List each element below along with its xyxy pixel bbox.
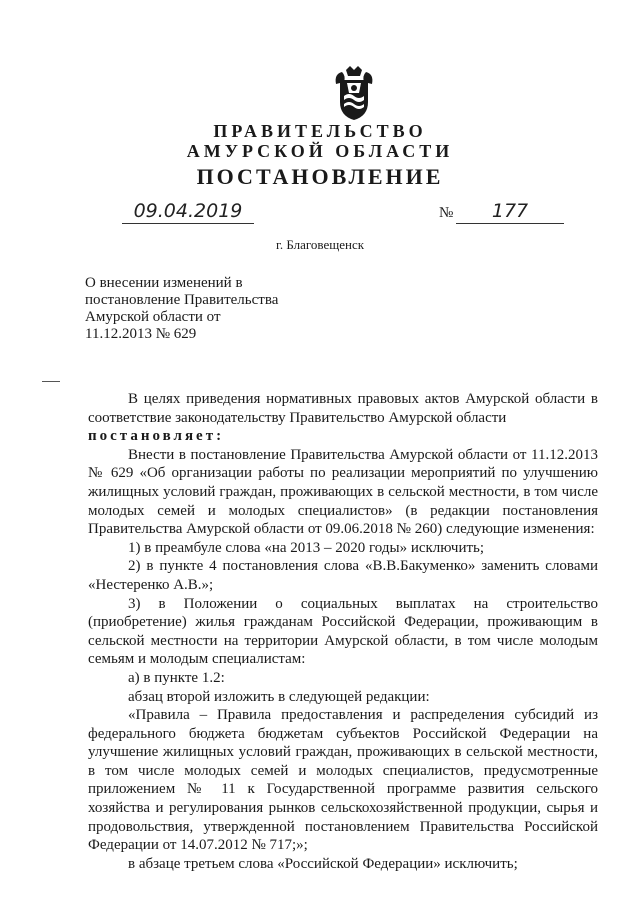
decree-word: постановляет: [88,428,225,445]
paragraph: 2) в пункте 4 постановления слова «В.В.Бакуменко» заменить словами «Нестеренко А.В.»; [88,558,598,593]
paragraph: а) в пункте 1.2: [128,669,225,686]
margin-mark [42,381,60,382]
number-label: № [439,205,454,221]
subject-line: 11.12.2013 № 629 [85,326,197,342]
paragraph: абзац второй изложить в следующей редакции: [128,688,430,705]
document-type-title: ПОСТАНОВЛЕНИЕ [196,164,444,189]
subject-line: постановление Правительства [85,292,279,308]
intro-paragraph: В целях приведения нормативных правовых актов Амурской области в соответствие законодательству Правительство Амурской области [88,391,598,426]
region-title: АМУРСКОЙ ОБЛАСТИ [186,141,454,161]
document-number: 177 [456,200,564,224]
paragraph: в абзаце третьем слова «Российской Федерации» исключить; [128,855,518,872]
document-body [88,390,598,873]
coat-of-arms-icon [330,66,378,122]
city-name: г. Благовещенск [275,237,365,252]
document-subject [85,275,345,343]
paragraph: «Правила – Правила предоставления и распределения субсидий из федерального бюджета бюджетам субъектов Российской Федерации на улучшение жилищных условий граждан, проживающих в сельской местности, в том числе молодых семей и молодых специалистов, предусмотренные приложением № 11 к Государственной программе развития сельского хозяйства и регулирования рынков сельскохозяйственной продукции, сырья и продовольствия, утвержденной постановлением Правительства Российской Федерации от 14.07.2012 № 717;»; [88,707,598,854]
document-date: 09.04.2019 [122,200,254,224]
subject-line: О внесении изменений в [85,275,243,291]
subject-line: Амурской области от [85,309,221,325]
paragraph: 3) в Положении о социальных выплатах на строительство (приобретение) жилья гражданам Российской Федерации, проживающим в сельской местности на территории Амурской области, в том числе молодым семьям и молодым специалистам: [88,595,598,668]
paragraph: 1) в преамбуле слова «на 2013 – 2020 годы» исключить; [128,539,485,556]
government-title: ПРАВИТЕЛЬСТВО [213,121,427,141]
paragraph: Внести в постановление Правительства Амурской области от 11.12.2013 № 629 «Об организации работы по реализации мероприятий по улучшению жилищных условий граждан, проживающих в сельской местности, в том числе молодых семей и молодых специалистов» (в редакции постановления Правительства Амурской области от 09.06.2018 № 260) следующие изменения: [88,446,598,538]
